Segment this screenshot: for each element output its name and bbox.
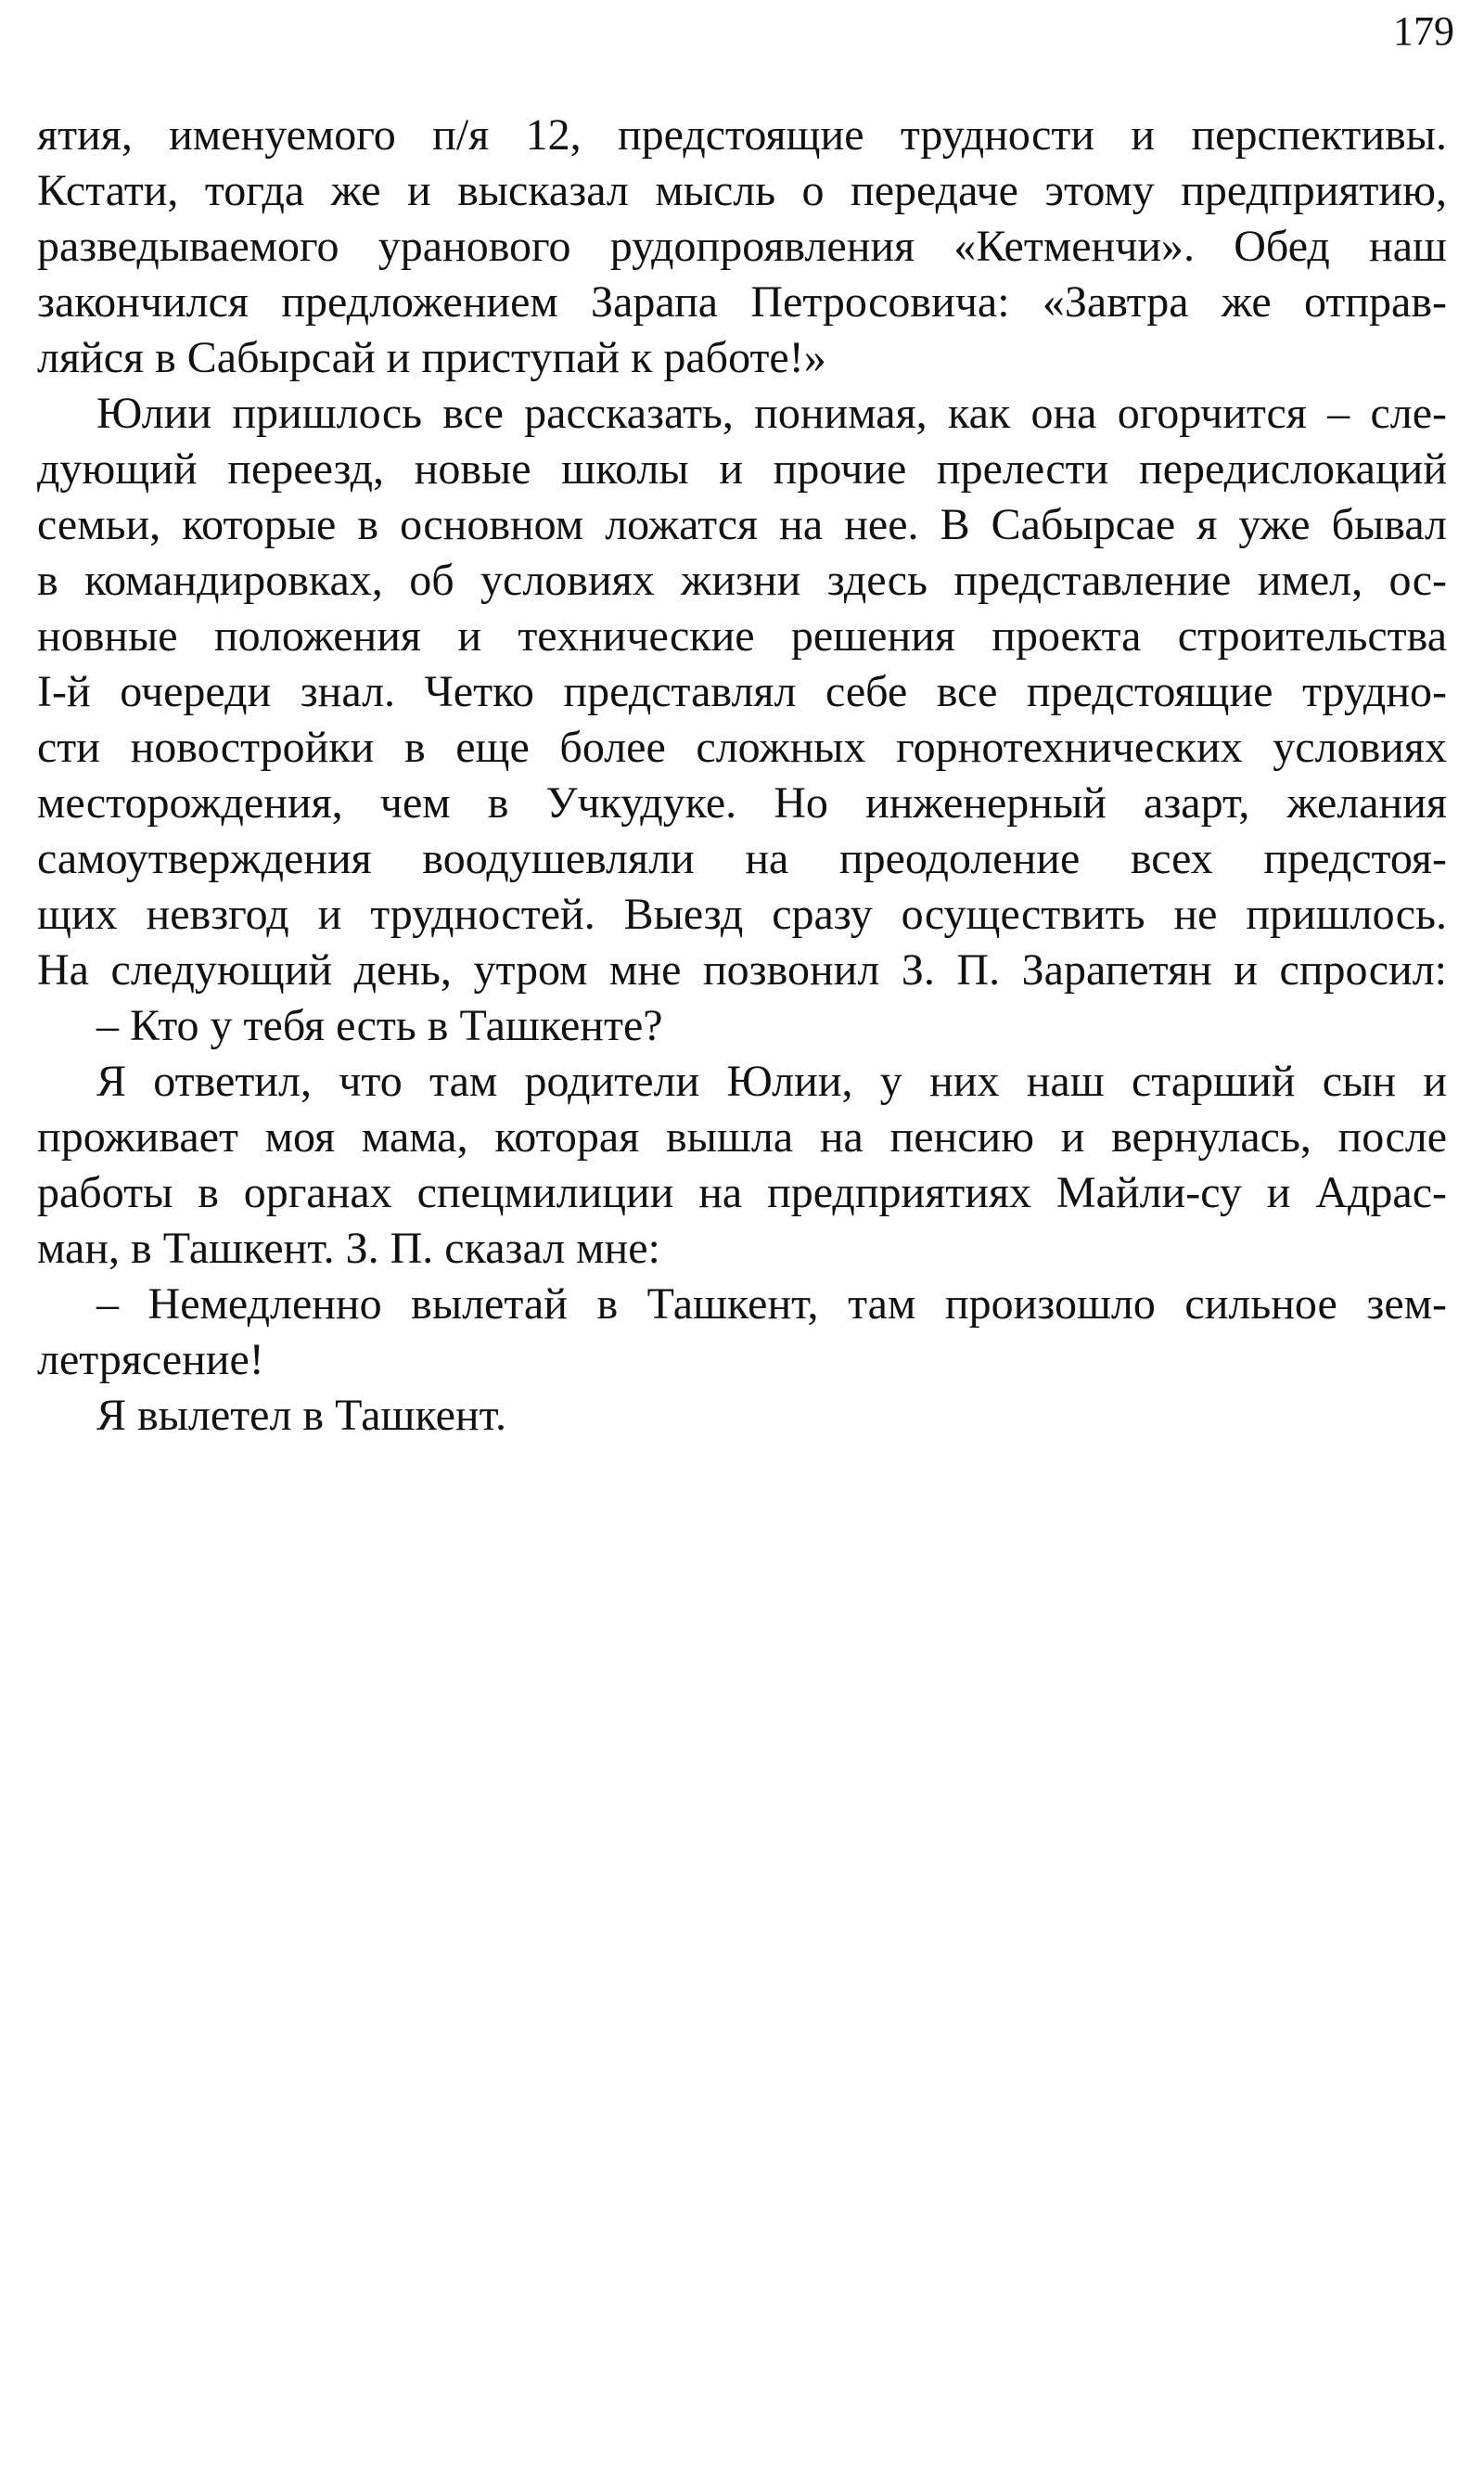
body-text bbox=[37, 108, 1447, 1444]
text-line: ман, в Ташкент. З. П. сказал мне: bbox=[37, 1224, 660, 1273]
text-line: ляйся в Сабырсай и приступай к работе!» bbox=[37, 333, 826, 382]
text-line: сти новостройки в еще более сложных горнотехнических условиях bbox=[37, 723, 1447, 772]
text-line: ятия, именуемого п/я 12, предстоящие трудности и перспективы. bbox=[37, 110, 1447, 160]
text-line: Кстати, тогда же и высказал мысль о передаче этому предприятию, bbox=[37, 166, 1447, 215]
page-number: 179 bbox=[1393, 8, 1454, 54]
text-line: в командировках, об условиях жизни здесь представление имел, ос- bbox=[37, 556, 1447, 605]
text-line: – Немедленно вылетай в Ташкент, там произошло сильное зем- bbox=[96, 1279, 1447, 1329]
text-line: закончился предложением Зарапа Петросовича: «Завтра же отправ- bbox=[37, 277, 1447, 327]
text-line: разведываемого уранового рудопроявления «Кетменчи». Обед наш bbox=[37, 222, 1447, 271]
text-line: – Кто у тебя есть в Ташкенте? bbox=[96, 1001, 663, 1050]
text-line: самоутверждения воодушевляли на преодоление всех предстоя- bbox=[37, 834, 1447, 883]
text-line: работы в органах спецмилиции на предприятиях Майли-су и Адрас- bbox=[37, 1168, 1447, 1217]
text-line: I-й очереди знал. Четко представлял себе все предстоящие трудно- bbox=[37, 667, 1447, 716]
text-line: летрясение! bbox=[37, 1335, 264, 1384]
text-line: проживает моя мама, которая вышла на пенсию и вернулась, после bbox=[37, 1112, 1447, 1162]
text-line: щих невзгод и трудностей. Выезд сразу осуществить не пришлось. bbox=[37, 890, 1447, 939]
text-line: На следующий день, утром мне позвонил З. П. Зарапетян и спросил: bbox=[37, 945, 1447, 995]
text-line: месторождения, чем в Учкудуке. Но инженерный азарт, желания bbox=[37, 778, 1447, 828]
text-line: дующий переезд, новые школы и прочие прелести передислокаций bbox=[37, 444, 1447, 494]
text-line: Я вылетел в Ташкент. bbox=[96, 1391, 506, 1440]
text-line: Я ответил, что там родители Юлии, у них наш старший сын и bbox=[96, 1057, 1447, 1106]
text-line: семьи, которые в основном ложатся на нее. В Сабырсае я уже бывал bbox=[37, 500, 1447, 549]
text-line: новные положения и технические решения проекта строительства bbox=[37, 611, 1447, 661]
text-line: Юлии пришлось все рассказать, понимая, как она огорчится – сле- bbox=[96, 389, 1447, 438]
